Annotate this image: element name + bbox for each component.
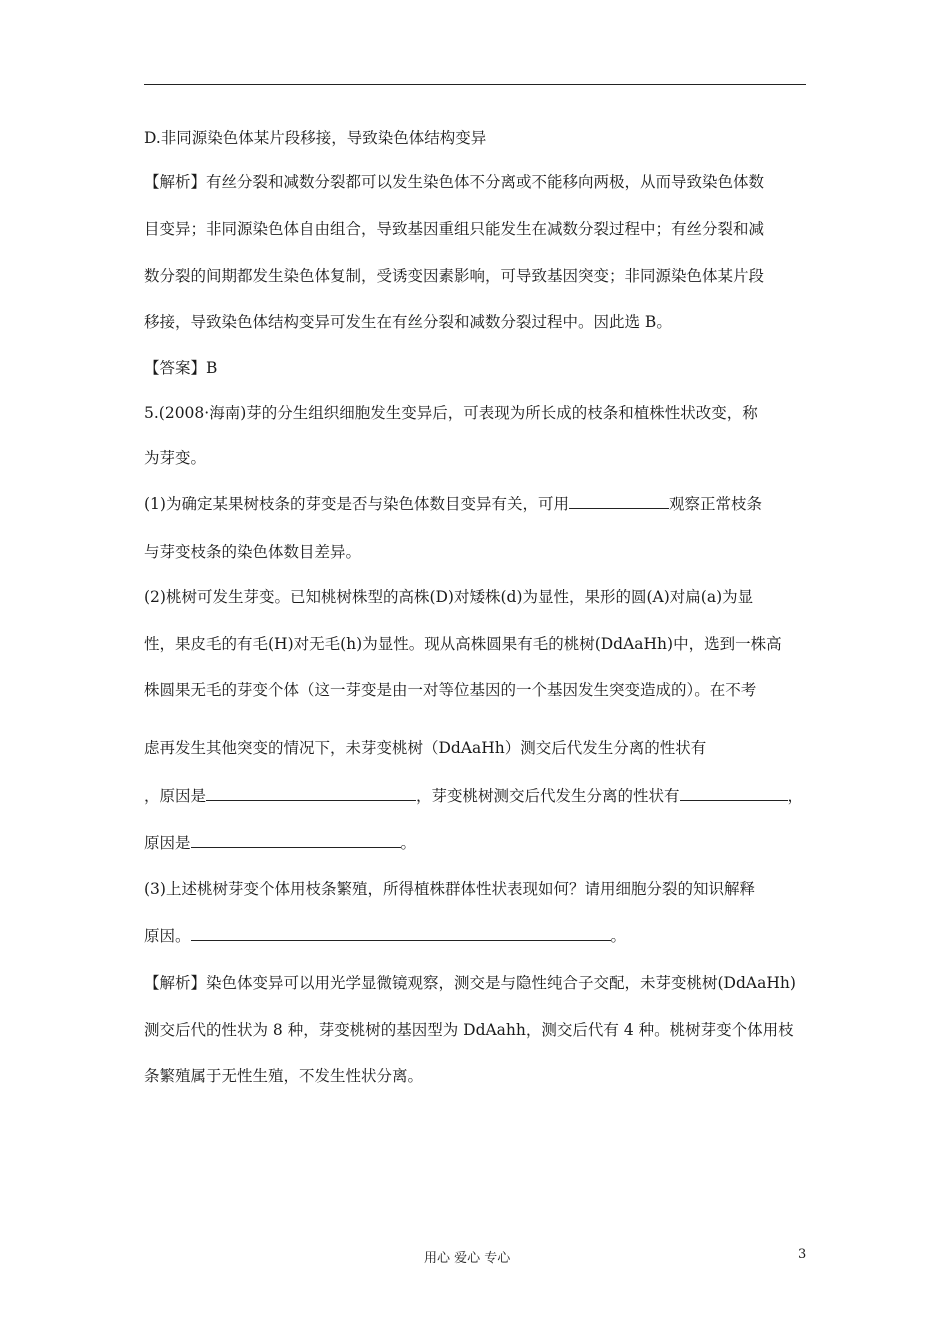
q2-line-4: 虑再发生其他突变的情况下，未芽变桃树（DdAaHh）测交后代发生分离的性状有 xyxy=(144,739,707,757)
page-number: 3 xyxy=(798,1247,807,1262)
q2-blank-1[interactable] xyxy=(206,786,416,801)
option-d: D.非同源染色体某片段移接，导致染色体结构变异 xyxy=(144,129,487,147)
analysis-2-line-1: 【解析】染色体变异可以用光学显微镜观察，测交是与隐性纯合子交配，未芽变桃树(DdAaHh) xyxy=(144,974,796,992)
q3-text-end: 。 xyxy=(610,927,627,945)
q2-line-2: 性，果皮毛的有毛(H)对无毛(h)为显性。现从高株圆果有毛的桃树(DdAaHh)中，选到一株高 xyxy=(144,635,782,653)
q1-blank[interactable] xyxy=(569,494,669,509)
q2-line-3: 株圆果无毛的芽变个体（这一芽变是由一对等位基因的一个基因发生突变造成的）。在不考 xyxy=(144,681,757,699)
q2-line-5 xyxy=(144,786,803,806)
q2-text-reason-2: 原因是 xyxy=(144,834,191,852)
header-rule xyxy=(144,84,806,85)
q1-text-b: 观察正常枝条 xyxy=(668,495,762,513)
q2-line-1: (2)桃树可发生芽变。已知桃树株型的高株(D)对矮株(d)为显性，果形的圆(A)对扁(a)为显 xyxy=(144,588,754,606)
q1-line-1 xyxy=(144,494,762,514)
q1-text-a: (1)为确定某果树枝条的芽变是否与染色体数目变异有关，可用 xyxy=(144,495,569,513)
q2-text-mid: ，芽变桃树测交后代发生分离的性状有 xyxy=(416,787,680,805)
footer-slogan: 用心 爱心 专心 xyxy=(424,1251,511,1266)
analysis-2-line-3: 条繁殖属于无性生殖，不发生性状分离。 xyxy=(144,1067,424,1085)
question-5-line-1: 5.(2008·海南)芽的分生组织细胞发生变异后，可表现为所长成的枝条和植株性状改变，称 xyxy=(144,404,758,422)
q1-line-2: 与芽变枝条的染色体数目差异。 xyxy=(144,543,362,561)
q2-blank-2[interactable] xyxy=(680,786,788,801)
analysis-line-1: 【解析】有丝分裂和减数分裂都可以发生染色体不分离或不能移向两极，从而导致染色体数 xyxy=(144,173,765,191)
analysis-line-3: 数分裂的间期都发生染色体复制，受诱变因素影响，可导致基因突变；非同源染色体某片段 xyxy=(144,267,765,285)
q2-text-reason: ，原因是 xyxy=(144,787,207,805)
answer-line: 【答案】B xyxy=(144,359,218,377)
q3-text-reason: 原因。 xyxy=(144,927,191,945)
q2-text-comma: ， xyxy=(787,787,804,805)
q2-blank-3[interactable] xyxy=(191,833,401,848)
q3-blank[interactable] xyxy=(191,926,611,941)
q2-line-6 xyxy=(144,833,416,853)
q2-text-end: 。 xyxy=(400,834,417,852)
q3-line-2 xyxy=(144,926,626,946)
analysis-2-line-2: 测交后代的性状为 8 种，芽变桃树的基因型为 DdAahh，测交后代有 4 种。桃树芽变个体用枝 xyxy=(144,1021,794,1039)
analysis-line-4: 移接，导致染色体结构变异可发生在有丝分裂和减数分裂过程中。因此选 B。 xyxy=(144,313,672,331)
q3-line-1: (3)上述桃树芽变个体用枝条繁殖，所得植株群体性状表现如何？请用细胞分裂的知识解释 xyxy=(144,880,755,898)
question-5-line-2: 为芽变。 xyxy=(144,449,207,467)
analysis-line-2: 目变异；非同源染色体自由组合，导致基因重组只能发生在减数分裂过程中；有丝分裂和减 xyxy=(144,220,765,238)
